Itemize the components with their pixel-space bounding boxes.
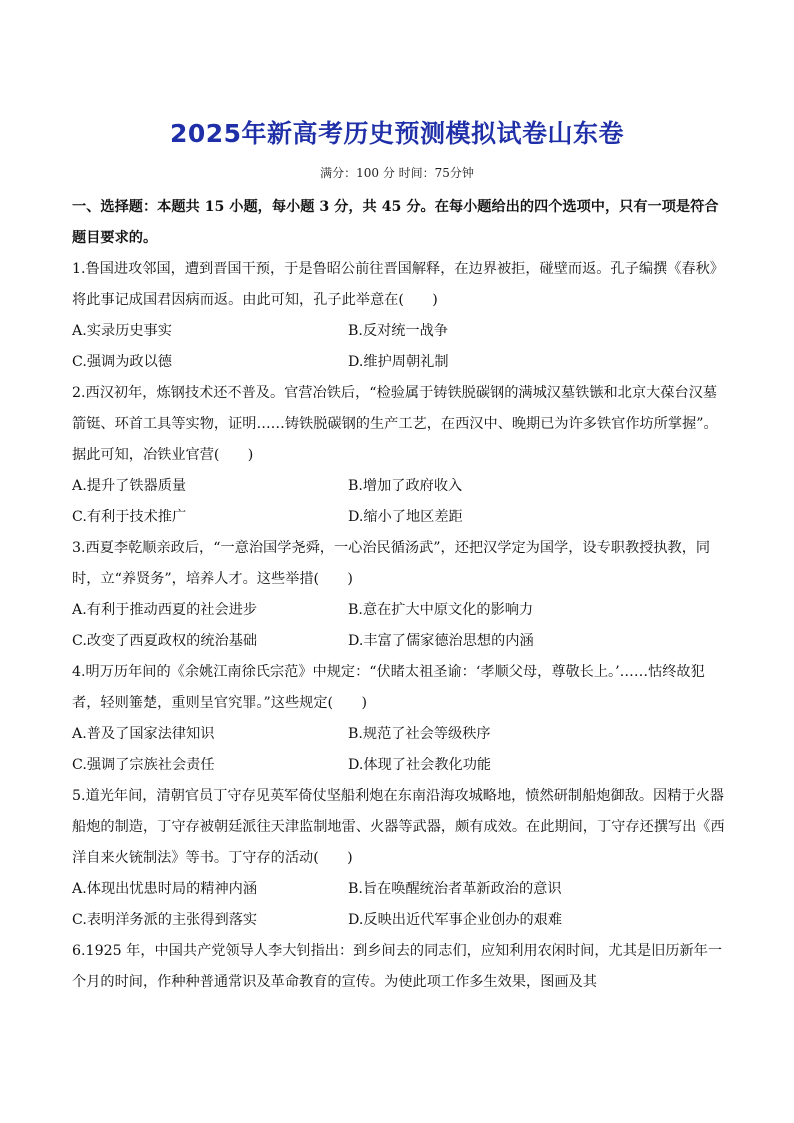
- question-1: [72, 254, 727, 378]
- page-title: 2025年新高考历史预测模拟试卷山东卷: [169, 119, 625, 148]
- option-c: C.强调为政以德: [72, 354, 172, 370]
- exam-content: [72, 192, 727, 998]
- question-stem: 5.道光年间，清朝官员丁守存见英军倚仗坚船利炮在东南沿海攻城略地，愤然研制船炮御敌。因精于火器船炮的制造，丁守存被朝廷派往天津监制地雷、火器等武器，颇有成效。在此期间，丁守存还撰写出《西洋自来火铳制法》等书。丁守存的活动( ): [72, 788, 725, 866]
- option-a: A.有利于推动西夏的社会进步: [72, 602, 258, 618]
- option-b: B.意在扩大中原文化的影响力: [348, 602, 534, 618]
- option-b: B.反对统一战争: [348, 323, 449, 339]
- option-a: A.提升了铁器质量: [72, 478, 187, 494]
- question-stem: 3.西夏李乾顺亲政后，“一意治国学尧舜，一心治民循汤武”，还把汉学定为国学，设专职教授执教，同时，立“养贤务”，培养人才。这些举措( ): [72, 540, 711, 587]
- question-options: [72, 719, 727, 781]
- option-d: D.丰富了儒家德治思想的内涵: [348, 633, 534, 649]
- question-stem: 1.鲁国进攻邻国，遭到晋国干预，于是鲁昭公前往晋国解释，在边界被拒，碰壁而返。孔子编撰《春秋》将此事记成国君因病而返。由此可知，孔子此举意在( ): [72, 261, 724, 308]
- question-2: [72, 378, 727, 533]
- option-b: B.规范了社会等级秩序: [348, 726, 491, 742]
- option-b: B.旨在唤醒统治者革新政治的意识: [348, 881, 562, 897]
- section-heading: 一、选择题：本题共 15 小题，每小题 3 分，共 45 分。在每小题给出的四个选项中，只有一项是符合题目要求的。: [72, 199, 719, 246]
- question-4: [72, 657, 727, 781]
- option-c: C.表明洋务派的主张得到落实: [72, 912, 258, 928]
- option-c: C.有利于技术推广: [72, 509, 187, 525]
- option-b: B.增加了政府收入: [348, 478, 463, 494]
- exam-meta: 满分：100 分 时间：75分钟: [320, 166, 474, 180]
- option-d: D.缩小了地区差距: [348, 509, 463, 525]
- option-a: A.体现出忧患时局的精神内涵: [72, 881, 258, 897]
- question-6: [72, 936, 727, 998]
- option-a: A.普及了国家法律知识: [72, 726, 215, 742]
- option-d: D.体现了社会教化功能: [348, 757, 492, 773]
- option-a: A.实录历史事实: [72, 323, 172, 339]
- question-5: [72, 781, 727, 936]
- option-d: D.反映出近代军事企业创办的艰难: [348, 912, 563, 928]
- question-stem: 2.西汉初年，炼钢技术还不普及。官营冶铁后，“检验属于铸铁脱碳钢的满城汉墓铁镞和北京大葆台汉墓箭铤、环首工具等实物，证明……铸铁脱碳钢的生产工艺，在西汉中、晚期已为许多铁官作坊所掌握”。据此可知，冶铁业官营( ): [72, 385, 718, 463]
- question-3: [72, 533, 727, 657]
- question-options: [72, 471, 727, 533]
- option-c: C.改变了西夏政权的统治基础: [72, 633, 258, 649]
- question-options: [72, 316, 727, 378]
- question-options: [72, 874, 727, 936]
- question-options: [72, 595, 727, 657]
- question-stem: 4.明万历年间的《余姚江南徐氏宗范》中规定：“伏睹太祖圣谕：‘孝顺父母，尊敬长上。’……怙终故犯者，轻则箠楚，重则呈官究罪。”这些规定( ): [72, 664, 705, 711]
- option-c: C.强调了宗族社会责任: [72, 757, 215, 773]
- option-d: D.维护周朝礼制: [348, 354, 449, 370]
- question-stem: 6.1925 年，中国共产党领导人李大钊指出：到乡间去的同志们，应知利用农闲时间，尤其是旧历新年一个月的时间，作种种普通常识及革命教育的宣传。为使此项工作多生效果，图画及其: [72, 943, 723, 990]
